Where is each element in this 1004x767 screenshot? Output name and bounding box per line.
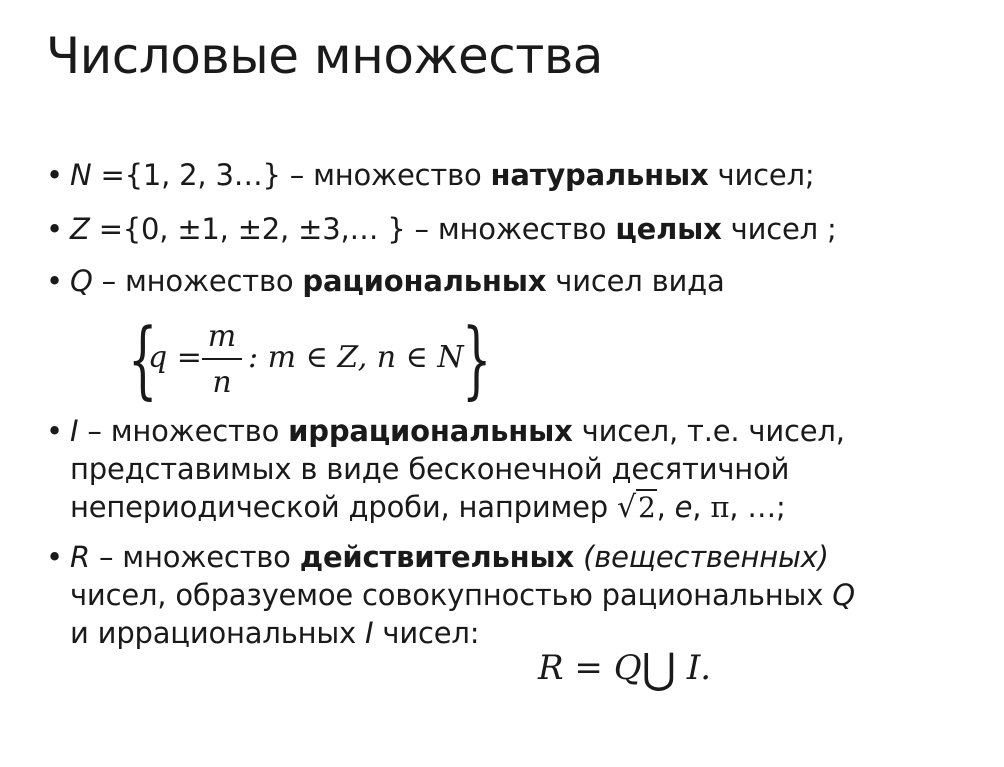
real-italic: (вещественных) [583,540,829,574]
formula-condition: : m ∈ Z, n ∈ N [248,340,464,375]
real-bold: действительных [299,540,575,574]
rational-numbers-line [70,262,725,300]
real-formula-rhs: I. [676,648,712,688]
pi-symbol: π [710,490,730,524]
bullet-icon: • [46,414,64,448]
formula-open-brace: { [128,310,158,408]
bullet-icon: • [46,540,64,574]
real-formula [538,646,711,691]
real-numbers-line [70,538,829,576]
rational-symbol: Q [70,264,93,298]
irrational-line-3-text: непериодической дроби, например [70,490,618,524]
integer-text: ={0, ±1, ±2, ±3,… } – множество [89,212,616,246]
formula-close-brace: } [462,310,492,408]
formula-fraction [202,318,242,402]
real-symbol: R [70,540,90,574]
formula-denominator: n [212,365,232,400]
integer-end: чисел ; [721,212,837,246]
natural-text: ={1, 2, 3…} – множество [91,158,491,192]
formula-lhs: q = [148,340,202,375]
real-line-2: чисел, образуемое совокупностью рациональных Q [70,578,855,612]
integer-symbol: Z [70,212,90,246]
real-formula-lhs: R = Q [538,648,642,688]
bullet-icon: • [46,212,64,246]
euler-number: e [674,490,693,524]
rational-end: чисел вида [546,264,725,298]
real-line-3: и иррациональных I чисел: [70,616,480,650]
rational-formula [128,310,498,408]
page-title: Числовые множества [46,27,603,85]
union-icon: ⋃ [641,644,677,693]
natural-end: чисел; [708,158,815,192]
irrational-line-2: представимых в виде бесконечной десятичной [70,452,790,486]
irrational-bold: иррациональных [288,414,573,448]
rational-bold: рациональных [302,264,547,298]
formula-numerator: m [207,319,237,354]
rational-text: – множество [92,264,303,298]
integer-numbers-line [70,210,837,248]
natural-bold: натуральных [490,158,709,192]
real-i-symbol: I [365,616,374,650]
natural-numbers-line [70,156,814,194]
irrational-symbol: I [70,414,79,448]
integer-bold: целых [615,212,722,246]
real-text: – множество [89,540,300,574]
irrational-end: чисел, т.е. чисел, [572,414,845,448]
bullet-icon: • [46,264,64,298]
sqrt-icon: √2 [617,490,656,525]
irrational-text: – множество [78,414,289,448]
fraction-bar [202,358,242,360]
bullet-icon: • [46,158,64,192]
irrational-line-3: непериодической дроби, например √2, e, π, …; [70,490,786,525]
irrational-numbers-line [70,412,845,450]
real-q-symbol: Q [832,578,855,612]
natural-symbol: N [70,158,92,192]
